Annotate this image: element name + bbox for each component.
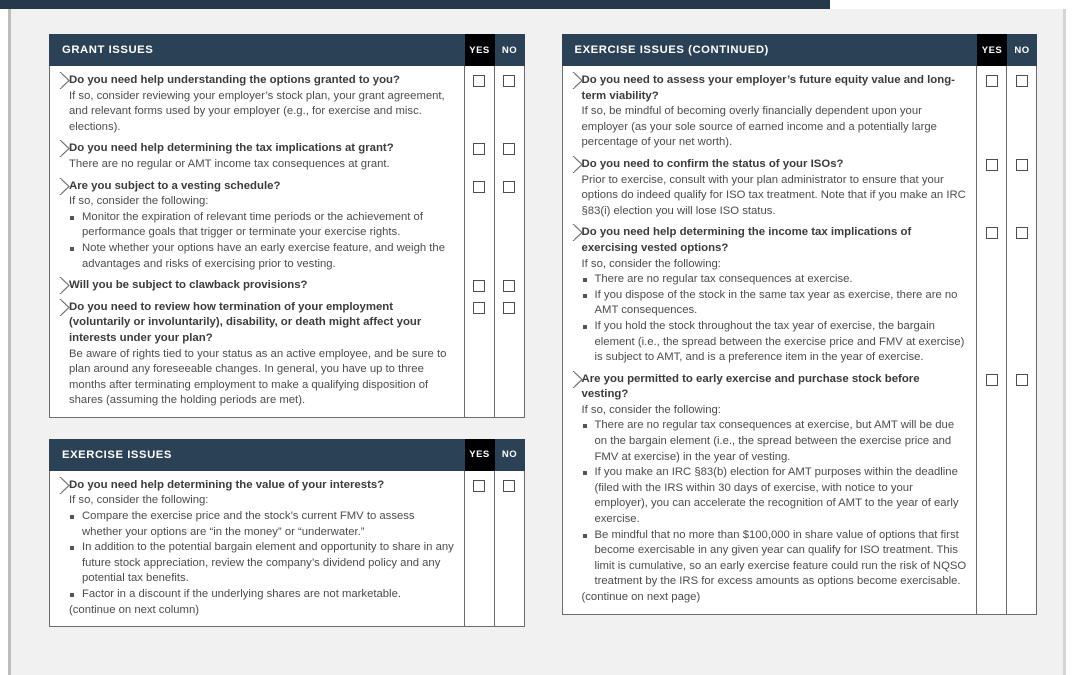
column-header-yes: YES — [465, 34, 495, 66]
yes-checkbox[interactable] — [473, 143, 485, 155]
question-item — [582, 225, 969, 365]
column-header-yes: YES — [465, 439, 495, 471]
question-text: Do you need to assess your employer’s future equity value and long-term viability? — [581, 74, 955, 102]
bullet-item: Be mindful that no more than $100,000 in share value of options that first become exercisable in any given year can qualify for ISO treatment. This limit is cumulative, so an early exercise feature could run the risk of NQSO treatment by the IRS for excess amounts as options become exercisable. — [582, 528, 969, 590]
question-item — [69, 179, 456, 273]
panel-header — [49, 439, 525, 471]
question-column — [563, 66, 977, 614]
question-note: If so, consider the following: — [69, 195, 209, 208]
continuation-note: (continue on next column) — [69, 603, 199, 616]
no-checkbox[interactable] — [1016, 374, 1028, 386]
panel-title: EXERCISE ISSUES — [62, 448, 172, 461]
left-column — [49, 34, 525, 627]
question-item — [69, 141, 456, 172]
question-item — [69, 300, 456, 409]
panel-exercise-issues-continued — [562, 34, 1038, 615]
yes-checkbox[interactable] — [986, 159, 998, 171]
panel-grant-issues — [49, 34, 525, 418]
yes-checkbox[interactable] — [473, 480, 485, 492]
column-header-yes: YES — [977, 34, 1007, 66]
panel-title: GRANT ISSUES — [62, 44, 154, 56]
question-column — [50, 471, 464, 626]
no-checkbox[interactable] — [1016, 227, 1028, 239]
question-bullets — [69, 509, 456, 603]
question-item — [582, 157, 969, 219]
no-checkbox-column — [494, 66, 524, 417]
no-checkbox[interactable] — [1016, 159, 1028, 171]
question-item — [582, 372, 969, 606]
question-text: Are you permitted to early exercise and purchase stock before vesting? — [581, 372, 920, 401]
question-bullets — [582, 418, 969, 590]
no-checkbox[interactable] — [1016, 75, 1028, 87]
question-text: Do you need to confirm the status of your ISOs? — [581, 157, 844, 170]
question-note: There are no regular or AMT income tax consequences at grant. — [69, 157, 390, 170]
yes-checkbox-column — [976, 66, 1006, 614]
bullet-item: If you make an IRC §83(b) election for AMT purposes within the deadline (filed with the IRS within 30 days of exercise, with notice to your employer), you can accelerate the recognition of AMT to the year of early exercise. — [582, 465, 969, 527]
question-text: Are you subject to a vesting schedule? — [69, 179, 281, 192]
panel-title: EXERCISE ISSUES (CONTINUED) — [574, 44, 769, 56]
bullet-item: There are no regular tax consequences at exercise. — [582, 272, 969, 288]
bullet-item: There are no regular tax consequences at exercise, but AMT will be due on the bargain element (i.e., the spread between the exercise price and FMV at exercise) in the year of vesting. — [582, 418, 969, 465]
question-item — [69, 73, 456, 135]
no-checkbox[interactable] — [503, 143, 515, 155]
right-column — [562, 34, 1038, 615]
yes-checkbox[interactable] — [473, 75, 485, 87]
question-note: If so, consider the following: — [69, 494, 209, 507]
question-text: Do you need help determining the income tax implications of exercising vested options? — [581, 226, 912, 254]
no-checkbox[interactable] — [503, 75, 515, 87]
question-note: If so, consider reviewing your employer’s stock plan, your grant agreement, and relevant forms used by your employer (e.g., for exercise and misc. elections). — [69, 89, 445, 133]
no-checkbox[interactable] — [503, 302, 515, 314]
bullet-item: If you hold the stock throughout the tax year of exercise, the bargain element (i.e., the spread between the exercise price and FMV at exercise) is subject to AMT, and is a preference item in the year of exercise. — [582, 319, 969, 366]
bullet-item: In addition to the potential bargain element and opportunity to share in any future stock appreciation, review the company’s dividend policy and any potential tax benefits. — [69, 540, 456, 587]
yes-checkbox-column — [464, 471, 494, 626]
bullet-item: If you dispose of the stock in the same tax year as exercise, there are no AMT consequences. — [582, 288, 969, 319]
no-checkbox-column — [494, 471, 524, 626]
panel-body — [49, 66, 525, 418]
column-header-no: NO — [495, 34, 525, 66]
bullet-item: Compare the exercise price and the stock’s current FMV to assess whether your options are “in the money” or “underwater.” — [69, 509, 456, 540]
yes-checkbox[interactable] — [473, 280, 485, 292]
yes-checkbox[interactable] — [473, 302, 485, 314]
question-bullets — [582, 272, 969, 366]
question-note: If so, be mindful of becoming overly financially dependent upon your employer (as your sole source of earned income and a potentially large percentage of your net worth). — [581, 105, 937, 149]
question-item — [69, 478, 456, 618]
viewer-top-bar — [0, 0, 830, 9]
bullet-item: Note whether your options have an early exercise feature, and weigh the advantages and risks of exercising prior to vesting. — [69, 241, 456, 272]
panel-header — [562, 34, 1038, 66]
no-checkbox[interactable] — [503, 280, 515, 292]
question-text: Do you need help understanding the options granted to you? — [69, 74, 400, 86]
page-content — [11, 9, 1063, 675]
question-note: Prior to exercise, consult with your plan administrator to ensure that your options do indeed qualify for ISO tax treatment. Note that if you make an IRC §83(i) election you will lose ISO status. — [581, 173, 966, 217]
column-header-no: NO — [1007, 34, 1037, 66]
yes-checkbox-column — [464, 66, 494, 417]
question-item — [69, 278, 456, 294]
panel-exercise-issues — [49, 439, 525, 627]
panel-body — [49, 471, 525, 627]
yes-checkbox[interactable] — [986, 374, 998, 386]
yes-checkbox[interactable] — [986, 75, 998, 87]
question-item — [582, 73, 969, 151]
question-note: If so, consider the following: — [581, 257, 721, 270]
column-header-no: NO — [495, 439, 525, 471]
question-text: Will you be subject to clawback provisions? — [69, 279, 308, 292]
bullet-item: Monitor the expiration of relevant time periods or the achievement of performance goals that trigger or terminate your exercise rights. — [69, 210, 456, 241]
question-text: Do you need to review how termination of your employment (voluntarily or involuntarily), disability, or death might affect your interests under your plan? — [69, 300, 422, 344]
question-note: If so, consider the following: — [581, 403, 721, 416]
no-checkbox[interactable] — [503, 480, 515, 492]
continuation-note: (continue on next page) — [581, 591, 701, 603]
question-note: Be aware of rights tied to your status as an active employee, and be sure to plan around any foreseeable changes. In general, you have up to three months after terminating employment to make a qualifying disposition of shares (assuming the holding periods are met). — [69, 347, 447, 407]
no-checkbox-column — [1006, 66, 1036, 614]
question-bullets — [69, 210, 456, 272]
panel-body — [562, 66, 1038, 615]
question-column — [50, 66, 464, 417]
no-checkbox[interactable] — [503, 181, 515, 193]
yes-checkbox[interactable] — [473, 181, 485, 193]
yes-checkbox[interactable] — [986, 227, 998, 239]
bullet-item: Factor in a discount if the underlying shares are not marketable. — [69, 587, 456, 603]
question-text: Do you need help determining the value of your interests? — [69, 478, 385, 491]
question-text: Do you need help determining the tax implications at grant? — [69, 142, 394, 155]
page-sheet — [8, 9, 1066, 675]
panel-header — [49, 34, 525, 66]
